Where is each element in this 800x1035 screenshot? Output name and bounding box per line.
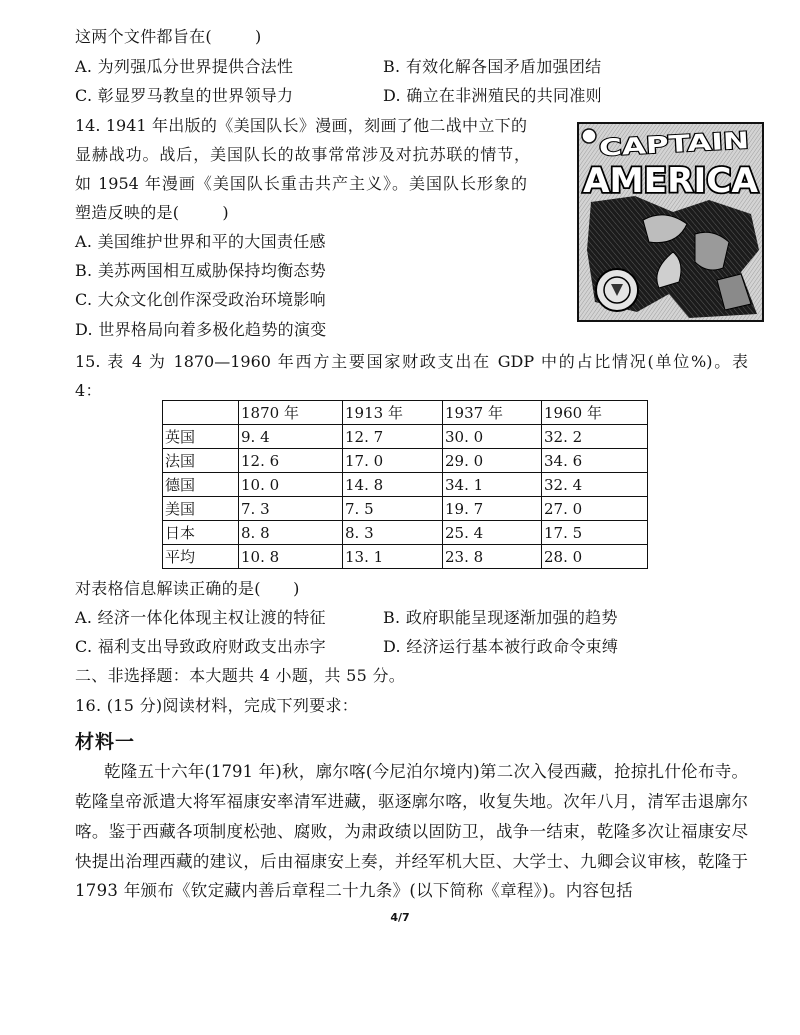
q15-option-c: C. 福利支出导致政府财政支出赤字 — [75, 637, 326, 656]
page-number: 4/7 — [390, 911, 410, 924]
material-paragraph-line-1: 乾隆五十六年(1791 年)秋，廓尔喀(今尼泊尔境内)第二次入侵西藏，抢掠扎什伦布寺。 — [104, 762, 748, 781]
q14-stem-line-2: 显赫战功。战后，美国队长的故事常常涉及对抗苏联的情节， — [75, 145, 530, 164]
table-cell: 27. 0 — [542, 497, 648, 521]
table-row-label: 日本 — [163, 521, 239, 545]
material-paragraph-line-5: 1793 年颁布《钦定藏内善后章程二十九条》(以下简称《章程》)。内容包括 — [75, 881, 633, 900]
table-row-label: 德国 — [163, 473, 239, 497]
table-cell: 13. 1 — [343, 545, 443, 569]
table-cell: 28. 0 — [542, 545, 648, 569]
comic-title-captain: CAPTAIN — [598, 130, 711, 162]
table-cell: 8. 8 — [239, 521, 343, 545]
q14-option-d: D. 世界格局向着多极化趋势的演变 — [75, 320, 327, 339]
comic-figure-arm — [695, 232, 729, 270]
table-cell: 17. 0 — [343, 449, 443, 473]
table-cell: 10. 8 — [239, 545, 343, 569]
section-heading: 二、非选择题：本大题共 4 小题，共 55 分。 — [75, 666, 406, 685]
comic-corner-badge — [582, 129, 596, 143]
table-cell: 12. 6 — [239, 449, 343, 473]
table-row — [163, 497, 648, 521]
table-header-cell: 1937 年 — [443, 401, 542, 425]
q14-option-c: C. 大众文化创作深受政治环境影响 — [75, 290, 326, 309]
q15-option-b: B. 政府职能呈现逐渐加强的趋势 — [383, 608, 618, 627]
q15-option-a: A. 经济一体化体现主权让渡的特征 — [75, 608, 326, 627]
material-title: 材料一 — [75, 731, 136, 753]
table-cell: 17. 5 — [542, 521, 648, 545]
table-row — [163, 473, 648, 497]
q15-stem-line-1: 15. 表 4 为 1870—1960 年西方主要国家财政支出在 GDP 中的占比情况(单位%)。表 — [75, 352, 748, 371]
table-row — [163, 449, 648, 473]
table-cell: 34. 6 — [542, 449, 648, 473]
q15-stem-line-2: 4： — [75, 381, 102, 400]
q14-option-b: B. 美苏两国相互威胁保持均衡态势 — [75, 261, 327, 280]
q13-option-d: D. 确立在非洲殖民的共同准则 — [383, 86, 602, 105]
q15-question: 对表格信息解读正确的是( ) — [75, 579, 300, 598]
table-row-label: 法国 — [163, 449, 239, 473]
table-row-label: 平均 — [163, 545, 239, 569]
comic-title-america: AMERICA — [583, 161, 759, 201]
table-cell: 30. 0 — [443, 425, 542, 449]
captain-america-comic-image — [577, 122, 764, 322]
table-cell: 7. 5 — [343, 497, 443, 521]
table-row — [163, 521, 648, 545]
q15-option-d: D. 经济运行基本被行政命令束缚 — [383, 637, 619, 656]
table-cell: 23. 8 — [443, 545, 542, 569]
table-header-cell: 1960 年 — [542, 401, 648, 425]
q13-option-b: B. 有效化解各国矛盾加强团结 — [383, 57, 602, 76]
material-paragraph-line-2: 乾隆皇帝派遣大将军福康安率清军进藏，驱逐廓尔喀，收复失地。次年八月，清军击退廓尔 — [75, 792, 748, 811]
table-cell: 32. 2 — [542, 425, 648, 449]
table-cell: 8. 3 — [343, 521, 443, 545]
table-cell: 14. 8 — [343, 473, 443, 497]
table-cell: 9. 4 — [239, 425, 343, 449]
table-cell: 12. 7 — [343, 425, 443, 449]
table-header-row — [163, 401, 648, 425]
table-row — [163, 425, 648, 449]
table-row-label: 英国 — [163, 425, 239, 449]
material-paragraph-line-3: 喀。鉴于西藏各项制度松弛、腐败，为肃政绩以固防卫，战争一结束，乾隆多次让福康安尽 — [75, 822, 748, 841]
table-cell: 19. 7 — [443, 497, 542, 521]
material-paragraph-line-4: 快提出治理西藏的建议，后由福康安上奏，并经军机大臣、大学士、九卿会议审核，乾隆于 — [75, 852, 748, 871]
q16-stem: 16. (15 分)阅读材料，完成下列要求： — [75, 696, 359, 715]
q13-option-c: C. 彰显罗马教皇的世界领导力 — [75, 86, 294, 105]
q13-stem: 这两个文件都旨在( ) — [75, 27, 262, 46]
q14-stem-line-3: 如 1954 年漫画《美国队长重击共产主义》。美国队长形象的 — [75, 174, 527, 193]
table-header-cell: 1913 年 — [343, 401, 443, 425]
table-cell: 25. 4 — [443, 521, 542, 545]
gdp-expenditure-table — [162, 400, 648, 569]
table-cell: 29. 0 — [443, 449, 542, 473]
q14-stem-line-1: 14. 1941 年出版的《美国队长》漫画，刻画了他二战中立下的 — [75, 116, 527, 135]
table-cell: 7. 3 — [239, 497, 343, 521]
table-row — [163, 545, 648, 569]
table-header-corner — [163, 401, 239, 425]
table-row-label: 美国 — [163, 497, 239, 521]
q14-option-a: A. 美国维护世界和平的大国责任感 — [75, 232, 326, 251]
table-header-cell: 1870 年 — [239, 401, 343, 425]
q13-option-a: A. 为列强瓜分世界提供合法性 — [75, 57, 294, 76]
q14-stem-line-4: 塑造反映的是( ) — [75, 203, 229, 222]
table-cell: 32. 4 — [542, 473, 648, 497]
table-cell: 10. 0 — [239, 473, 343, 497]
table-cell: 34. 1 — [443, 473, 542, 497]
